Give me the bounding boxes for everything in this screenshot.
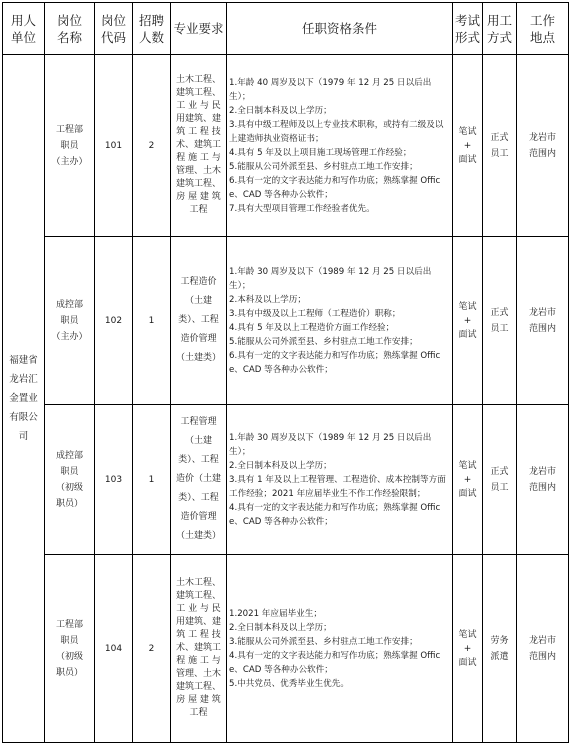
- header-location: 工作 地点: [517, 3, 569, 55]
- requirement-item: 4.具有一定的文字表达能力和写作功底；熟练掌握 Office、CAD 等各种办公软件；: [229, 650, 441, 675]
- count-cell: 2: [133, 55, 171, 237]
- table-row: [3, 405, 569, 555]
- table-row: [3, 237, 569, 405]
- requirement-item: 1.2021 年应届毕业生；: [229, 608, 322, 619]
- header-qualifications: 任职资格条件: [227, 3, 453, 55]
- requirement-item: 4.具有 5 年及以上项目施工现场管理工作经验；: [229, 147, 412, 158]
- header-post-code: 岗位 代码: [95, 3, 133, 55]
- requirement-item: 4.具有一定的文字表达能力和写作功底；熟练掌握 Office、CAD 等各种办公软件；: [229, 502, 441, 527]
- header-employment: 用工 方式: [483, 3, 517, 55]
- header-post-name: 岗位 名称: [45, 3, 95, 55]
- major-cell: 工程造价 （土建 类）、工程 造价管理 （土建类）: [171, 237, 227, 405]
- employment-cell: 劳务 派遣: [483, 555, 517, 743]
- recruitment-table: [2, 2, 569, 743]
- location-cell: 龙岩市 范围内: [517, 237, 569, 405]
- post-code-cell: 102: [95, 237, 133, 405]
- header-row: [3, 3, 569, 55]
- employer-cell: [3, 55, 45, 743]
- header-count: 招聘 人数: [133, 3, 171, 55]
- requirement-item: 1.年龄 30 周岁及以下（1989 年 12 月 25 日以后出生）；: [229, 266, 432, 291]
- requirement-item: 2.全日制本科及以上学历；: [229, 105, 332, 116]
- requirement-item: 2.全日制本科及以上学历；: [229, 622, 332, 633]
- header-exam: 考试 形式: [453, 3, 483, 55]
- employment-cell: 正式 员工: [483, 237, 517, 405]
- location-cell: 龙岩市 范围内: [517, 55, 569, 237]
- requirements-cell: [227, 55, 453, 237]
- requirement-item: 3.能服从公司外派至县、乡村驻点工地工作安排；: [229, 636, 418, 647]
- post-name-cell: 工程部 职员 （主办）: [45, 55, 95, 237]
- post-code-cell: 101: [95, 55, 133, 237]
- requirement-item: 1.年龄 40 周岁及以下（1979 年 12 月 25 日以后出生）；: [229, 77, 432, 102]
- requirement-item: 5.能服从公司外派至县、乡村驻点工地工作安排；: [229, 336, 418, 347]
- table-row: [3, 555, 569, 743]
- exam-cell: 笔试 + 面试: [453, 555, 483, 743]
- exam-cell: 笔试 + 面试: [453, 405, 483, 555]
- major-cell: 土木工程、 建筑工程、 工 业 与 民 用建筑、建 筑 工 程 技 术、建筑工 程 施 工 与 管理、土木 建筑工程、 房 屋 建 筑 工程: [171, 555, 227, 743]
- requirements-cell: [227, 405, 453, 555]
- table-row: [3, 55, 569, 237]
- post-name-cell: 成控部 职员 （初级 职员）: [45, 405, 95, 555]
- count-cell: 2: [133, 555, 171, 743]
- requirement-item: 6.具有一定的文字表达能力和写作功底；熟练掌握 Office、CAD 等各种办公软件；: [229, 350, 441, 375]
- requirement-item: 3.具有中级及以上工程师（工程造价）职称；: [229, 308, 401, 319]
- exam-cell: 笔试 + 面试: [453, 55, 483, 237]
- post-code-cell: 103: [95, 405, 133, 555]
- requirement-item: 3.具有中级工程师及以上专业技术职称，或持有二级及以上建造师执业资格证书；: [229, 119, 444, 144]
- employment-cell: 正式 员工: [483, 405, 517, 555]
- requirement-item: 3.具有 1 年及以上工程管理、工程造价、成本控制等方面工作经验；2021 年应届毕业生不作工作经验限制；: [229, 474, 446, 499]
- employer-name: 福建省龙岩汇金置业有限公司: [9, 355, 38, 442]
- count-cell: 1: [133, 405, 171, 555]
- requirement-item: 2.本科及以上学历；: [229, 294, 306, 305]
- major-cell: 土木工程、 建筑工程、 工 业 与 民 用建筑、建 筑 工 程 技 术、建筑工 程 施 工 与 管理、土木 建筑工程、 房 屋 建 筑 工程: [171, 55, 227, 237]
- requirement-item: 7.具有大型项目管理工作经验者优先。: [229, 203, 375, 214]
- post-code-cell: 104: [95, 555, 133, 743]
- requirements-cell: [227, 555, 453, 743]
- header-major: 专业要求: [171, 3, 227, 55]
- employment-cell: 正式 员工: [483, 55, 517, 237]
- header-unit: 用人 单位: [3, 3, 45, 55]
- requirement-item: 5.能服从公司外派至县、乡村驻点工地工作安排；: [229, 161, 418, 172]
- location-cell: 龙岩市 范围内: [517, 555, 569, 743]
- post-name-cell: 工程部 职员 （初级 职员）: [45, 555, 95, 743]
- requirement-item: 4.具有 5 年及以上工程造价方面工作经验；: [229, 322, 395, 333]
- requirement-item: 6.具有一定的文字表达能力和写作功底；熟练掌握 Office、CAD 等各种办公软件；: [229, 175, 441, 200]
- requirements-cell: [227, 237, 453, 405]
- requirement-item: 2.全日制本科及以上学历；: [229, 460, 332, 471]
- post-name-cell: 成控部 职员 （主办）: [45, 237, 95, 405]
- requirement-item: 1.年龄 30 周岁及以下（1989 年 12 月 25 日以后出生）；: [229, 432, 432, 457]
- location-cell: 龙岩市 范围内: [517, 405, 569, 555]
- count-cell: 1: [133, 237, 171, 405]
- major-cell: 工程管理 （土建 类）、工程 造价（土建 类）、工程 造价管理 （土建类）: [171, 405, 227, 555]
- exam-cell: 笔试 + 面试: [453, 237, 483, 405]
- requirement-item: 5.中共党员、优秀毕业生优先。: [229, 678, 349, 689]
